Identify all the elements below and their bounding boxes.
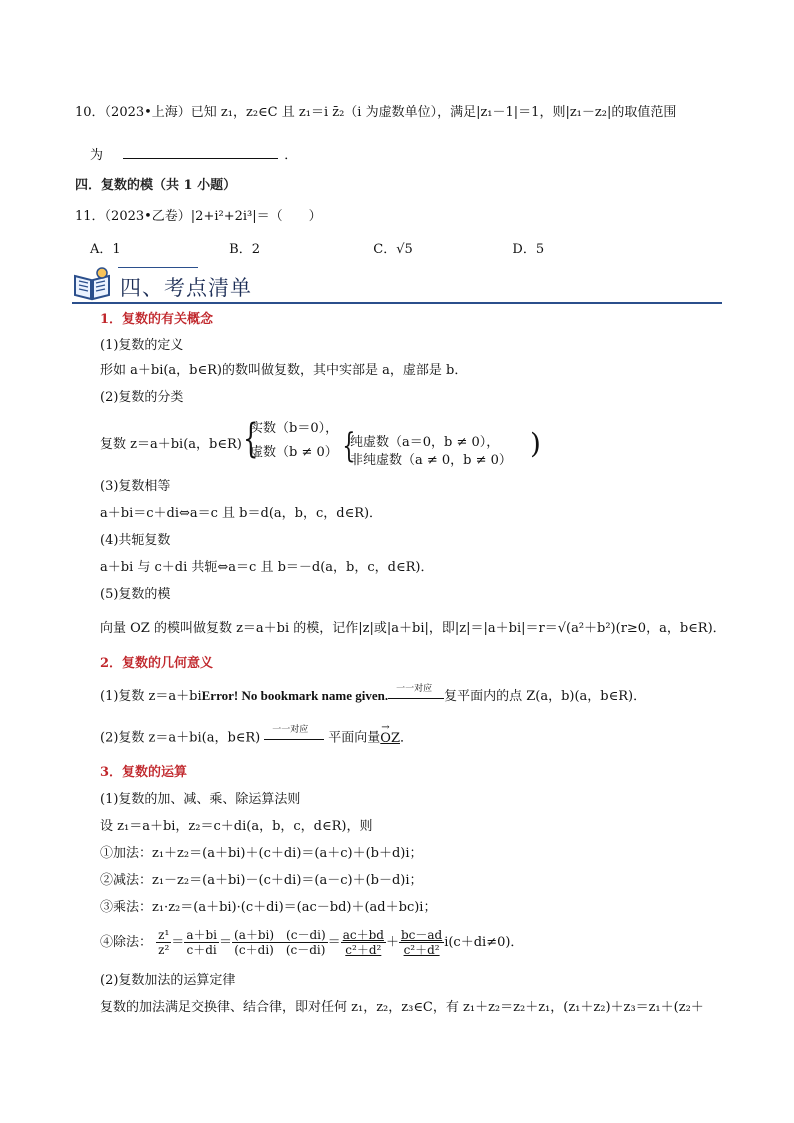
question-10-line1: 10．（2023•上海）已知 z₁，z₂∈C 且 z₁＝i z̄₂（i 为虚数单位），满足|z₁－1|＝1，则|z₁－z₂|的取值范围 (75, 105, 677, 120)
classification-pure: 纯虚数（a＝0，b ≠ 0）， (350, 435, 500, 450)
question-11-stem: 11．（2023•乙卷）|2+i²+2i³|＝（ ） (75, 209, 322, 224)
geometric-meaning-2 (100, 725, 413, 748)
fraction-2: $\frac{a+bi}{c+di}$ (186, 928, 217, 957)
classification-nonpure: 非纯虚数（a ≠ 0，b ≠ 0） (350, 453, 512, 468)
question-11-options (90, 241, 544, 259)
topic-2-title: 2．复数的几何意义 (100, 656, 214, 671)
fraction-3: $\frac{(a+bi) (c-di)}{(c+di) (c-di)}$ (234, 928, 326, 957)
answer-blank (123, 146, 278, 159)
classification-diagram (100, 417, 600, 467)
division-rule: ④除法： $\frac{\text{z¹}}{\text{z²}}$ ＝ $\frac{a+bi}{c+di}$ ＝ $\frac{(a+bi) (c-di)}{(c+di) (c-di)}$ ＝ $\frac{ac+bd}{\text{c²＋d²}}$ ＋ $\frac{bc-ad}{\text{c²＋d²}}$ i(c＋di≠0)． (100, 928, 524, 957)
book-icon (72, 266, 112, 302)
vector-oz: → OZ (380, 730, 400, 748)
correspondence-arrow-2 (264, 725, 324, 747)
option-c: C．√5 (373, 242, 413, 257)
option-b: B．2 (229, 242, 260, 257)
topic-1-sub4: (4)共轭复数 (100, 533, 171, 548)
classification-imag: 虚数（b ≠ 0） (250, 445, 338, 460)
operation-setup: 设 z₁＝a＋bi，z₂＝c＋di(a，b，c，d∈R)，则 (100, 819, 373, 834)
brace-close: ) (530, 427, 541, 460)
geo1-prefix: (1)复数 z＝a＋bi (100, 689, 202, 704)
addition-rule: ①加法：z₁＋z₂＝(a＋bi)＋(c＋di)＝(a＋c)＋(b＋d)i； (100, 846, 423, 861)
division-prefix: ④除法： (100, 935, 153, 950)
bookmark-error-text: Error! No bookmark name given. (201, 688, 389, 703)
section-banner (72, 266, 722, 306)
brace-outer: { (243, 416, 259, 462)
question-10-suffix: ． (284, 148, 298, 163)
modulus-definition: 向量 OZ 的模叫做复数 z＝a＋bi 的模，记作|z|或|a＋bi|，即|z|＝|a＋bi|＝r＝√(a²＋b²)(r≥0，a，b∈R)． (100, 621, 726, 636)
section-heading: 四．复数的模（共 1 小题） (75, 178, 237, 193)
topic-1-title: 1．复数的有关概念 (100, 312, 214, 327)
multiplication-rule: ③乘法：z₁·z₂＝(a＋bi)·(c＋di)＝(ac－bd)＋(ad＋bc)i； (100, 900, 437, 915)
fraction-1: $\frac{\text{z¹}}{\text{z²}}$ (158, 928, 170, 957)
classification-real: 实数（b＝0）， (250, 421, 339, 436)
arrow-label-2: 一一对应 (272, 725, 309, 735)
geo2-suffix: 平面向量 (328, 730, 381, 746)
banner-title: 四、考点清单 (120, 276, 252, 300)
division-suffix: i(c＋di≠0)． (444, 935, 524, 950)
fraction-5: $\frac{bc-ad}{\text{c²＋d²}}$ (400, 928, 443, 957)
arrow-label: 一一对应 (396, 683, 433, 694)
geo2-end: ． (399, 730, 413, 746)
conjugate-definition: a＋bi 与 c＋di 共轭⇔a＝c 且 b＝－d(a，b，c，d∈R)． (100, 560, 434, 575)
correspondence-arrow (388, 683, 444, 706)
geometric-meaning-1 (100, 683, 647, 706)
complex-definition: 形如 a＋bi(a，b∈R)的数叫做复数，其中实部是 a，虚部是 b． (100, 363, 468, 378)
brace-inner: { (342, 426, 356, 466)
subtraction-rule: ②减法：z₁－z₂＝(a＋bi)－(c＋di)＝(a－c)＋(b－d)i； (100, 873, 423, 888)
geo1-suffix: 复平面内的点 Z(a，b)(a，b∈R)． (444, 689, 647, 704)
topic-1-sub1: (1)复数的定义 (100, 338, 184, 353)
topic-3-sub1: (1)复数的加、减、乘、除运算法则 (100, 792, 301, 807)
question-10-prefix: 为 (90, 148, 104, 163)
option-a: A．1 (90, 242, 121, 257)
complex-equality: a＋bi＝c＋di⇔a＝c 且 b＝d(a，b，c，d∈R)． (100, 506, 383, 521)
topic-1-sub3: (3)复数相等 (100, 479, 171, 494)
classification-root: 复数 z＝a＋bi(a，b∈R) (100, 437, 242, 452)
banner-rule (72, 302, 722, 304)
topic-1-sub2: (2)复数的分类 (100, 390, 184, 405)
addition-laws: 复数的加法满足交换律、结合律，即对任何 z₁，z₂，z₃∈C，有 z₁＋z₂＝z₂＋z₁，(z₁＋z₂)＋z₃＝z₁＋(z₂＋ (100, 1000, 704, 1015)
question-10-line2 (90, 146, 297, 165)
geo2-prefix: (2)复数 z＝a＋bi(a，b∈R) (100, 730, 261, 746)
banner-overline (118, 267, 198, 268)
option-d: D．5 (512, 242, 545, 257)
topic-3-title: 3．复数的运算 (100, 765, 188, 780)
topic-1-sub5: (5)复数的模 (100, 587, 171, 602)
topic-3-sub2: (2)复数加法的运算定律 (100, 973, 236, 988)
fraction-4: $\frac{ac+bd}{\text{c²＋d²}}$ (342, 928, 384, 957)
